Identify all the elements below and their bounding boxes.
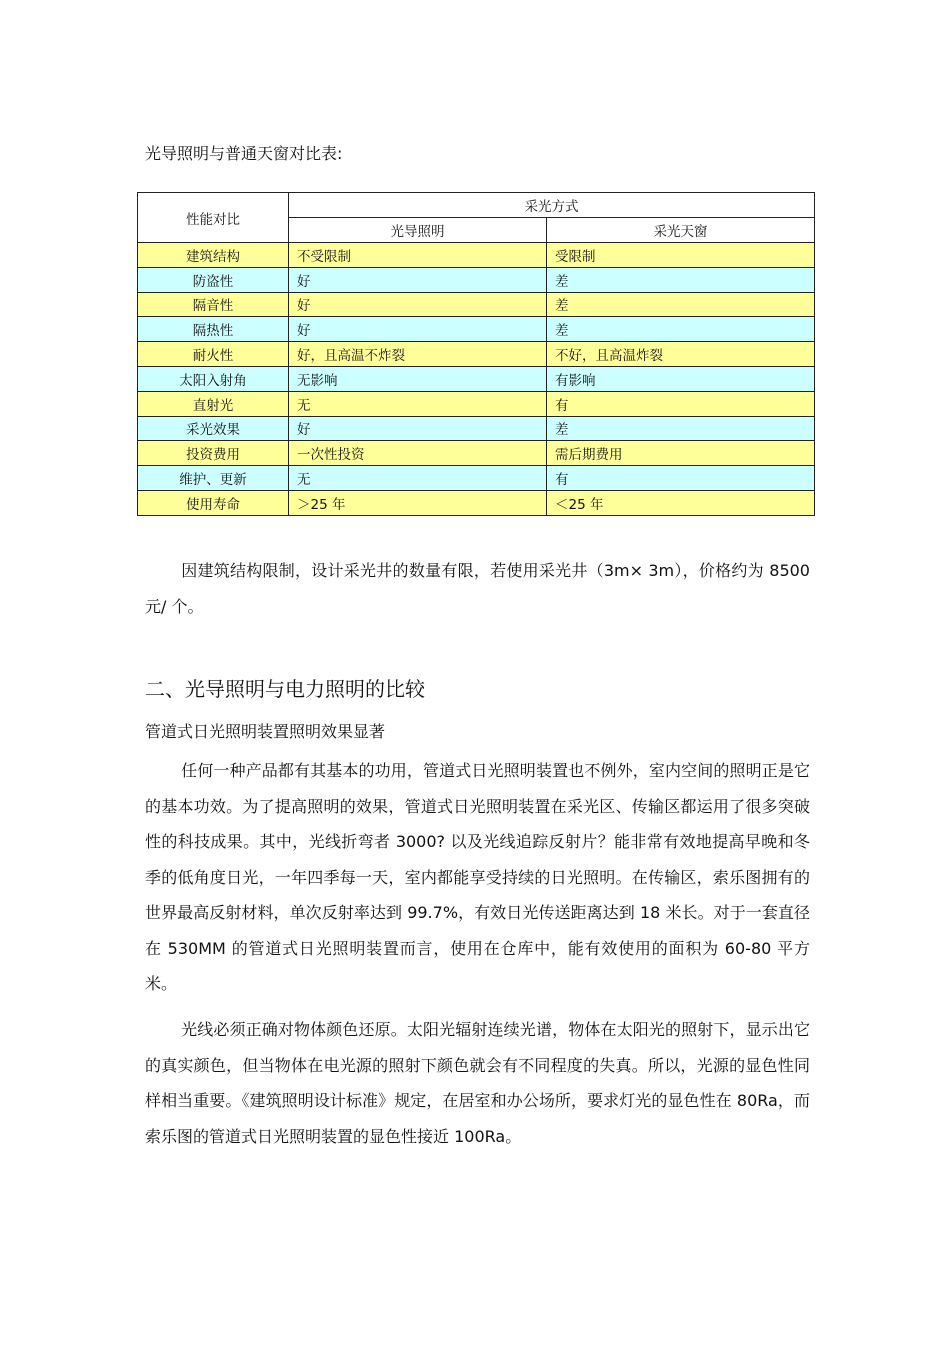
col-header-b: 采光天窗	[547, 218, 815, 243]
value-b-cell: 有	[547, 391, 815, 416]
value-a-cell: 好	[289, 317, 547, 342]
value-a-cell: 无	[289, 466, 547, 491]
table-caption: 光导照明与普通天窗对比表:	[145, 144, 343, 163]
row-header-cell: 性能对比	[138, 193, 289, 243]
note-paragraph	[145, 553, 810, 624]
value-b-cell: 差	[547, 416, 815, 441]
table-row	[138, 391, 815, 416]
table-row	[138, 416, 815, 441]
row-label-cell: 建筑结构	[138, 243, 289, 268]
value-b-cell: 不好，且高温炸裂	[547, 342, 815, 367]
paragraph-2-text: 光线必须正确对物体颜色还原。太阳光辐射连续光谱，物体在太阳光的照射下，显示出它的真实颜色，但当物体在电光源的照射下颜色就会有不同程度的失真。所以，光源的显色性同样相当重要。《建筑照明设计标准》规定，在居室和办公场所，要求灯光的显色性在 80Ra，而索乐图的管道式日光照明装置的显色性接近 100Ra。	[145, 1020, 810, 1146]
value-a-cell: 好，且高温不炸裂	[289, 342, 547, 367]
table-row	[138, 466, 815, 491]
value-a-cell: 好	[289, 267, 547, 292]
row-label-cell: 防盗性	[138, 267, 289, 292]
section-subtitle: 管道式日光照明装置照明效果显著	[145, 722, 386, 741]
row-label-cell: 投资费用	[138, 441, 289, 466]
table-row	[138, 342, 815, 367]
table-row	[138, 441, 815, 466]
note-text: 因建筑结构限制，设计采光井的数量有限，若使用采光井（3m× 3m），价格约为 8500 元/ 个。	[145, 561, 810, 616]
value-b-cell: 受限制	[547, 243, 815, 268]
row-label-cell: 隔热性	[138, 317, 289, 342]
table-row	[138, 490, 815, 515]
value-b-cell: 差	[547, 292, 815, 317]
row-label-cell: 使用寿命	[138, 490, 289, 515]
value-a-cell: 好	[289, 292, 547, 317]
section-title: 二、光导照明与电力照明的比较	[145, 677, 425, 701]
comparison-table	[137, 192, 815, 516]
value-b-cell: ＜25 年	[547, 490, 815, 515]
col-header-a: 光导照明	[289, 218, 547, 243]
row-label-cell: 隔音性	[138, 292, 289, 317]
table-row	[138, 317, 815, 342]
value-a-cell: 好	[289, 416, 547, 441]
value-b-cell: 差	[547, 267, 815, 292]
value-a-cell: ＞25 年	[289, 490, 547, 515]
row-label-cell: 耐火性	[138, 342, 289, 367]
row-label-cell: 直射光	[138, 391, 289, 416]
row-label-cell: 采光效果	[138, 416, 289, 441]
table-row	[138, 292, 815, 317]
value-b-cell: 有影响	[547, 366, 815, 391]
value-a-cell: 无	[289, 391, 547, 416]
table-row	[138, 366, 815, 391]
table-header-row	[138, 193, 815, 218]
row-label-cell: 太阳入射角	[138, 366, 289, 391]
paragraph-2	[145, 1012, 810, 1154]
table-row	[138, 267, 815, 292]
value-b-cell: 差	[547, 317, 815, 342]
value-a-cell: 一次性投资	[289, 441, 547, 466]
value-b-cell: 有	[547, 466, 815, 491]
group-header-cell: 采光方式	[289, 193, 815, 218]
value-b-cell: 需后期费用	[547, 441, 815, 466]
row-label-cell: 维护、更新	[138, 466, 289, 491]
value-a-cell: 不受限制	[289, 243, 547, 268]
paragraph-1-text: 任何一种产品都有其基本的功用，管道式日光照明装置也不例外，室内空间的照明正是它的基本功效。为了提高照明的效果，管道式日光照明装置在采光区、传输区都运用了很多突破性的科技成果。其中，光线折弯者 3000? 以及光线追踪反射片？能非常有效地提高早晚和冬季的低角度日光，一年四季每一天，室内都能享受持续的日光照明。在传输区，索乐图拥有的世界最高反射材料，单次反射率达到 99.7%，有效日光传送距离达到 18 米长。对于一套直径在 530MM 的管道式日光照明装置而言，使用在仓库中，能有效使用的面积为 60-80 平方米。	[145, 761, 810, 993]
table-row	[138, 243, 815, 268]
value-a-cell: 无影响	[289, 366, 547, 391]
paragraph-1	[145, 753, 810, 1002]
